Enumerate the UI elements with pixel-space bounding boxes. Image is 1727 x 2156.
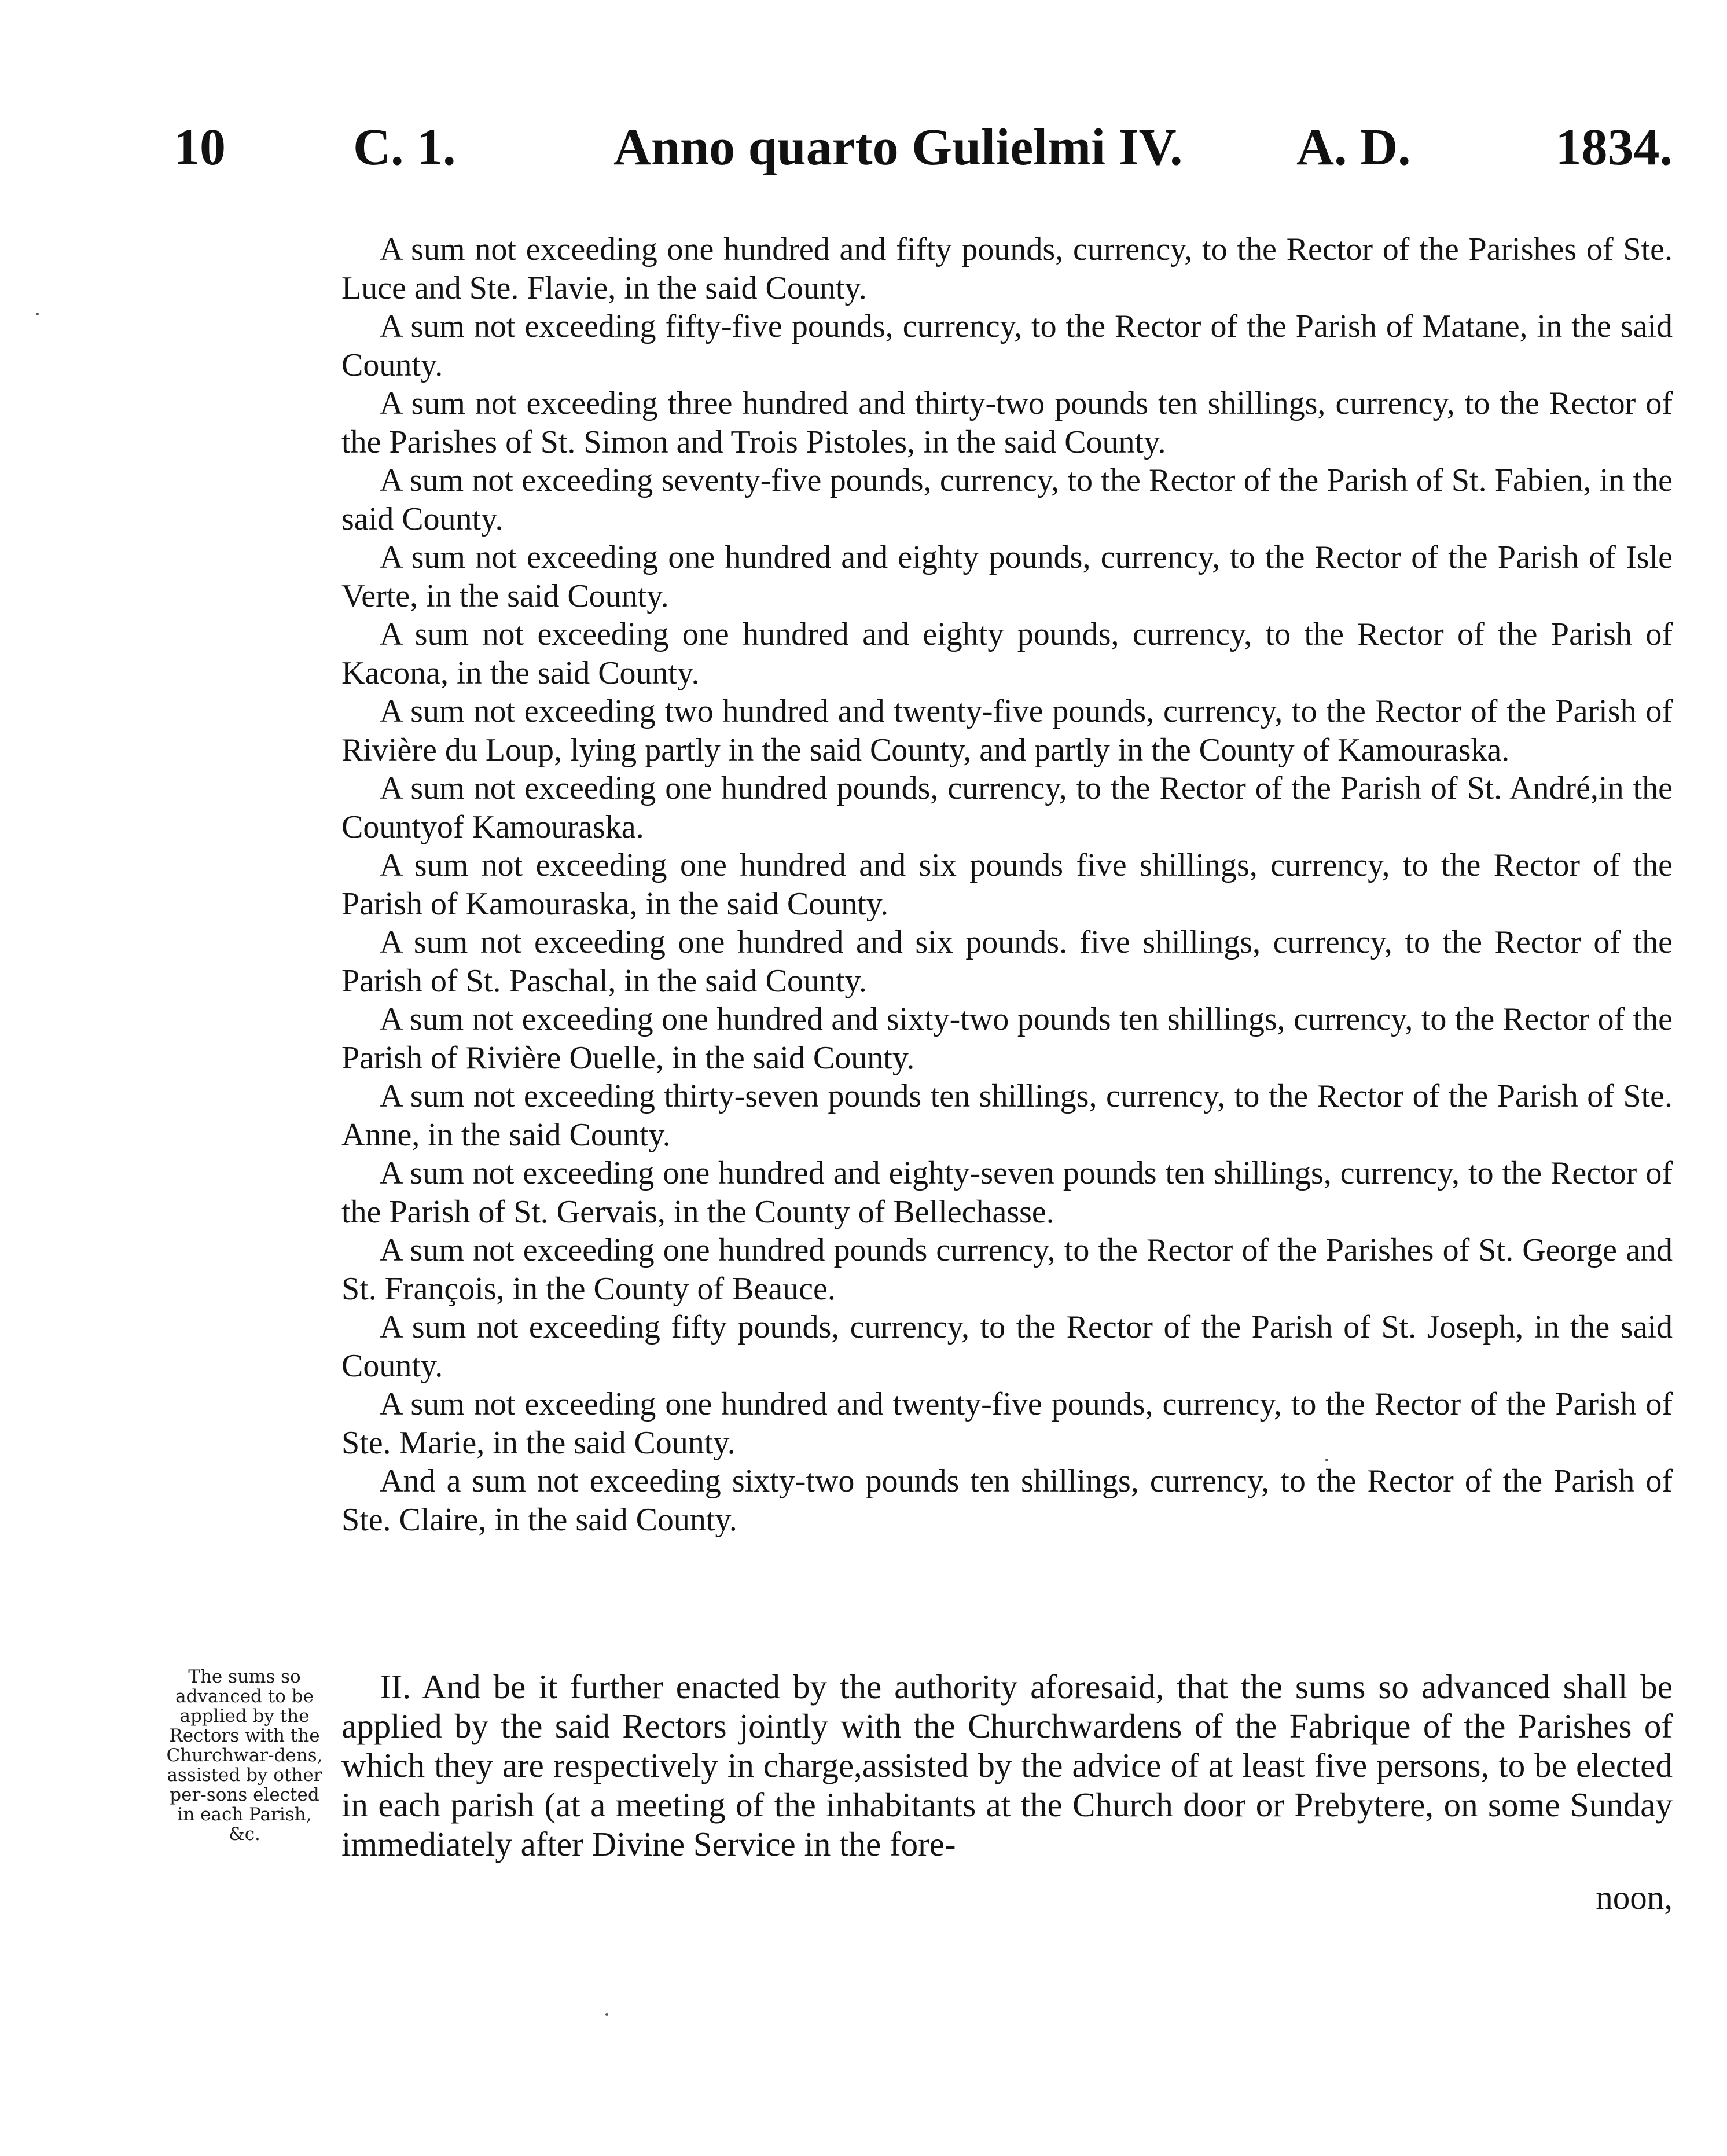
paragraph: And a sum not exceeding sixty-two pounds ten shillings, currency, to the Rector of the Parish of Ste. Claire, in the said County.: [341, 1463, 1673, 1538]
paragraph: A sum not exceeding one hundred pounds, currency, to the Rector of the Parish of St. André,in the Countyof Kamouraska.: [341, 770, 1673, 845]
paragraph: A sum not exceeding fifty pounds, currency, to the Rector of the Parish of St. Joseph, in the said County.: [341, 1309, 1673, 1384]
paragraph: A sum not exceeding one hundred and eighty pounds, currency, to the Rector of the Parish of Isle Verte, in the said County.: [341, 539, 1673, 614]
regnal-year: Anno quarto Gulielmi IV.: [613, 119, 1183, 176]
paragraph: A sum not exceeding one hundred and eighty-seven pounds ten shillings, currency, to the Rector of the Parish of St. Gervais, in the County of Bellechasse.: [341, 1155, 1673, 1230]
print-speck: [1325, 1459, 1328, 1461]
paragraph: A sum not exceeding one hundred and six pounds five shillings, currency, to the Rector of the Parish of Kamouraska, in the said County.: [341, 847, 1673, 922]
year: 1834.: [1555, 119, 1673, 176]
running-header: [174, 116, 1673, 179]
marginal-note: The sums so advanced to be applied by the Rectors with the Churchwar-dens, assisted by other per-sons elected in each Parish, &c.: [166, 1666, 323, 1845]
page-number: 10: [174, 119, 226, 176]
anno-domini: A. D.: [1296, 119, 1411, 176]
section-paragraph: II. And be it further enacted by the authority aforesaid, that the sums so advanced shall be applied by the said Rectors jointly with the Churchwardens of the Fabrique of the Parishes of which they are respectively in charge,assisted by the advice of at least five persons, to be elected in each parish (at a meeting of the inhabitants at the Church door or Prebytere, on some Sunday immediately after Divine Service in the fore-: [341, 1667, 1673, 1863]
chapter-number: C. 1.: [353, 119, 456, 176]
appropriation-list: [341, 230, 1673, 1539]
paragraph: A sum not exceeding one hundred and sixty-two pounds ten shillings, currency, to the Rector of the Parish of Rivière Ouelle, in the said County.: [341, 1001, 1673, 1076]
paragraph: A sum not exceeding one hundred and twenty-five pounds, currency, to the Rector of the Parish of Ste. Marie, in the said County.: [341, 1386, 1673, 1461]
paragraph: A sum not exceeding one hundred and fifty pounds, currency, to the Rector of the Parishes of Ste. Luce and Ste. Flavie, in the said County.: [341, 232, 1673, 306]
catchword: noon,: [1596, 1878, 1673, 1916]
paragraph: A sum not exceeding one hundred and eighty pounds, currency, to the Rector of the Parish of Kacona, in the said County.: [341, 616, 1673, 691]
paragraph: A sum not exceeding one hundred and six pounds. five shillings, currency, to the Rector of the Parish of St. Paschal, in the said County.: [341, 924, 1673, 999]
section-ii: [341, 1667, 1673, 1864]
paragraph: A sum not exceeding thirty-seven pounds ten shillings, currency, to the Rector of the Parish of Ste. Anne, in the said County.: [341, 1078, 1673, 1153]
paragraph: A sum not exceeding seventy-five pounds, currency, to the Rector of the Parish of St. Fabien, in the said County.: [341, 462, 1673, 537]
print-speck: [36, 313, 39, 315]
paragraph: A sum not exceeding two hundred and twenty-five pounds, currency, to the Rector of the Parish of Rivière du Loup, lying partly in the said County, and partly in the County of Kamouraska.: [341, 693, 1673, 768]
paragraph: A sum not exceeding three hundred and thirty-two pounds ten shillings, currency, to the Rector of the Parishes of St. Simon and Trois Pistoles, in the said County.: [341, 385, 1673, 460]
paragraph: A sum not exceeding one hundred pounds currency, to the Rector of the Parishes of St. George and St. François, in the County of Beauce.: [341, 1232, 1673, 1307]
print-speck: [605, 2013, 608, 2016]
paragraph: A sum not exceeding fifty-five pounds, currency, to the Rector of the Parish of Matane, in the said County.: [341, 308, 1673, 383]
